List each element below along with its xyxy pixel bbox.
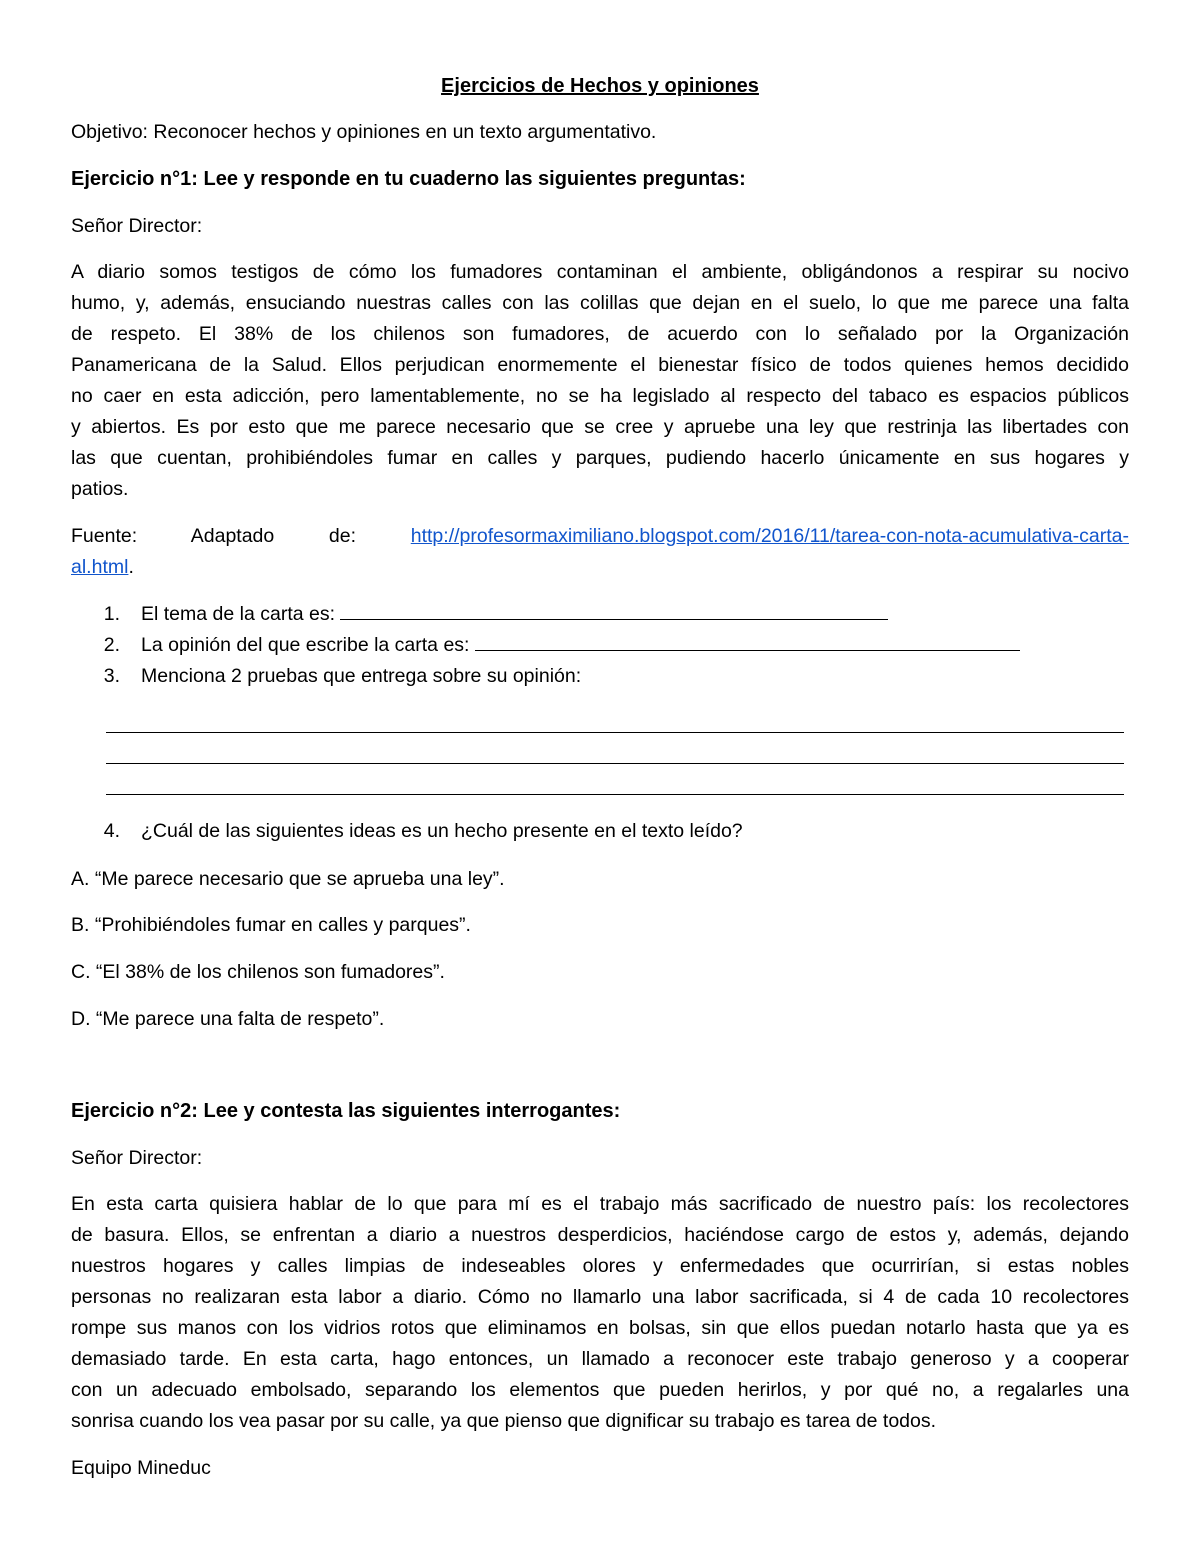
letter-2-line: rompe sus manos con los vidrios rotos que eliminamos en bolsas, sin que ellos puedan notarlo hasta que ya es — [71, 1317, 1129, 1339]
answer-blank[interactable] — [475, 632, 1020, 651]
page-title: Ejercicios de Hechos y opiniones — [441, 75, 759, 97]
letter-1-line: no caer en esta adicción, pero lamentablemente, no se ha legislado al respecto del tabaco es espacios públicos — [71, 385, 1129, 407]
letter-1-line: de respeto. El 38% de los chilenos son fumadores, de acuerdo con lo señalado por la Organización — [71, 323, 1129, 345]
question-text: La opinión del que escribe la carta es: — [141, 634, 475, 656]
option-b[interactable]: B. “Prohibiéndoles fumar en calles y parques”. — [71, 914, 471, 936]
source-line — [71, 523, 1129, 549]
letter-1-line: y abiertos. Es por esto que me parece necesario que se cree y apruebe una ley que restrinja las libertades con — [71, 416, 1129, 438]
option-a[interactable]: A. “Me parece necesario que se aprueba una ley”. — [71, 868, 505, 890]
question-text: Menciona 2 pruebas que entrega sobre su opinión: — [141, 665, 582, 687]
source-end: . — [128, 556, 134, 578]
question-number: 1. — [103, 603, 120, 625]
letter-2-line: de basura. Ellos, se enfrentan a diario a nuestros desperdicios, haciéndose cargo de estos y, además, dejando — [71, 1224, 1129, 1246]
letter-2-line: nuestros hogares y calles limpias de indeseables olores y enfermedades que ocurrirían, si estas nobles — [71, 1255, 1129, 1277]
question-number: 3. — [103, 665, 120, 687]
exercise-2-salutation: Señor Director: — [71, 1147, 203, 1169]
letter-2-line: demasiado tarde. En esta carta, hago entonces, un llamado a reconocer este trabajo generoso y a cooperar — [71, 1348, 1129, 1370]
objective-text: Objetivo: Reconocer hechos y opiniones en un texto argumentativo. — [71, 121, 657, 143]
letter-1-line: Panamericana de la Salud. Ellos perjudican enormemente el bienestar físico de todos quienes hemos decidido — [71, 354, 1129, 376]
source-link[interactable]: http://profesormaximiliano.blogspot.com/2016/11/tarea-con-nota-acumulativa-carta- — [410, 525, 1129, 547]
letter-2-line: con un adecuado embolsado, separando los elementos que pueden herirlos, y por qué no, a regalarles una — [71, 1379, 1129, 1401]
question-number: 2. — [103, 634, 120, 656]
question-text: El tema de la carta es: — [141, 603, 341, 625]
source-label: Fuente: Adaptado de: — [71, 525, 357, 547]
letter-2-line: sonrisa cuando los vea pasar por su calle, ya que pienso que dignificar su trabajo es tarea de todos. — [71, 1410, 937, 1432]
signature: Equipo Mineduc — [71, 1457, 211, 1479]
exercise-2-heading: Ejercicio n°2: Lee y contesta las siguientes interrogantes: — [71, 1100, 621, 1122]
source-line-2 — [71, 554, 134, 580]
letter-2-line: En esta carta quisiera hablar de lo que para mí es el trabajo más sacrificado de nuestro país: los recolectores — [71, 1193, 1129, 1215]
answer-line[interactable] — [106, 732, 1124, 733]
letter-2-line: personas no realizaran esta labor a diario. Cómo no llamarlo una labor sacrificada, si 4 de cada 10 recolectores — [71, 1286, 1129, 1308]
source-link-continued[interactable]: al.html — [71, 556, 129, 578]
answer-line[interactable] — [106, 763, 1124, 764]
exercise-1-salutation: Señor Director: — [71, 215, 203, 237]
answer-line[interactable] — [106, 794, 1124, 795]
letter-1-line: humo, y, además, ensuciando nuestras calles con las colillas que dejan en el suelo, lo que me parece una falta — [71, 292, 1129, 314]
option-d[interactable]: D. “Me parece una falta de respeto”. — [71, 1008, 385, 1030]
question-text: ¿Cuál de las siguientes ideas es un hecho presente en el texto leído? — [141, 820, 743, 842]
letter-1-line: las que cuentan, prohibiéndoles fumar en calles y parques, pudiendo hacerlo únicamente en sus hogares y — [71, 447, 1129, 469]
question-number: 4. — [103, 820, 120, 842]
letter-1-line: A diario somos testigos de cómo los fumadores contaminan el ambiente, obligándonos a respirar su nocivo — [71, 261, 1129, 283]
exercise-1-heading: Ejercicio n°1: Lee y responde en tu cuaderno las siguientes preguntas: — [71, 168, 746, 190]
option-c[interactable]: C. “El 38% de los chilenos son fumadores”. — [71, 961, 445, 983]
letter-1-line: patios. — [71, 478, 129, 500]
answer-blank[interactable] — [340, 601, 888, 620]
